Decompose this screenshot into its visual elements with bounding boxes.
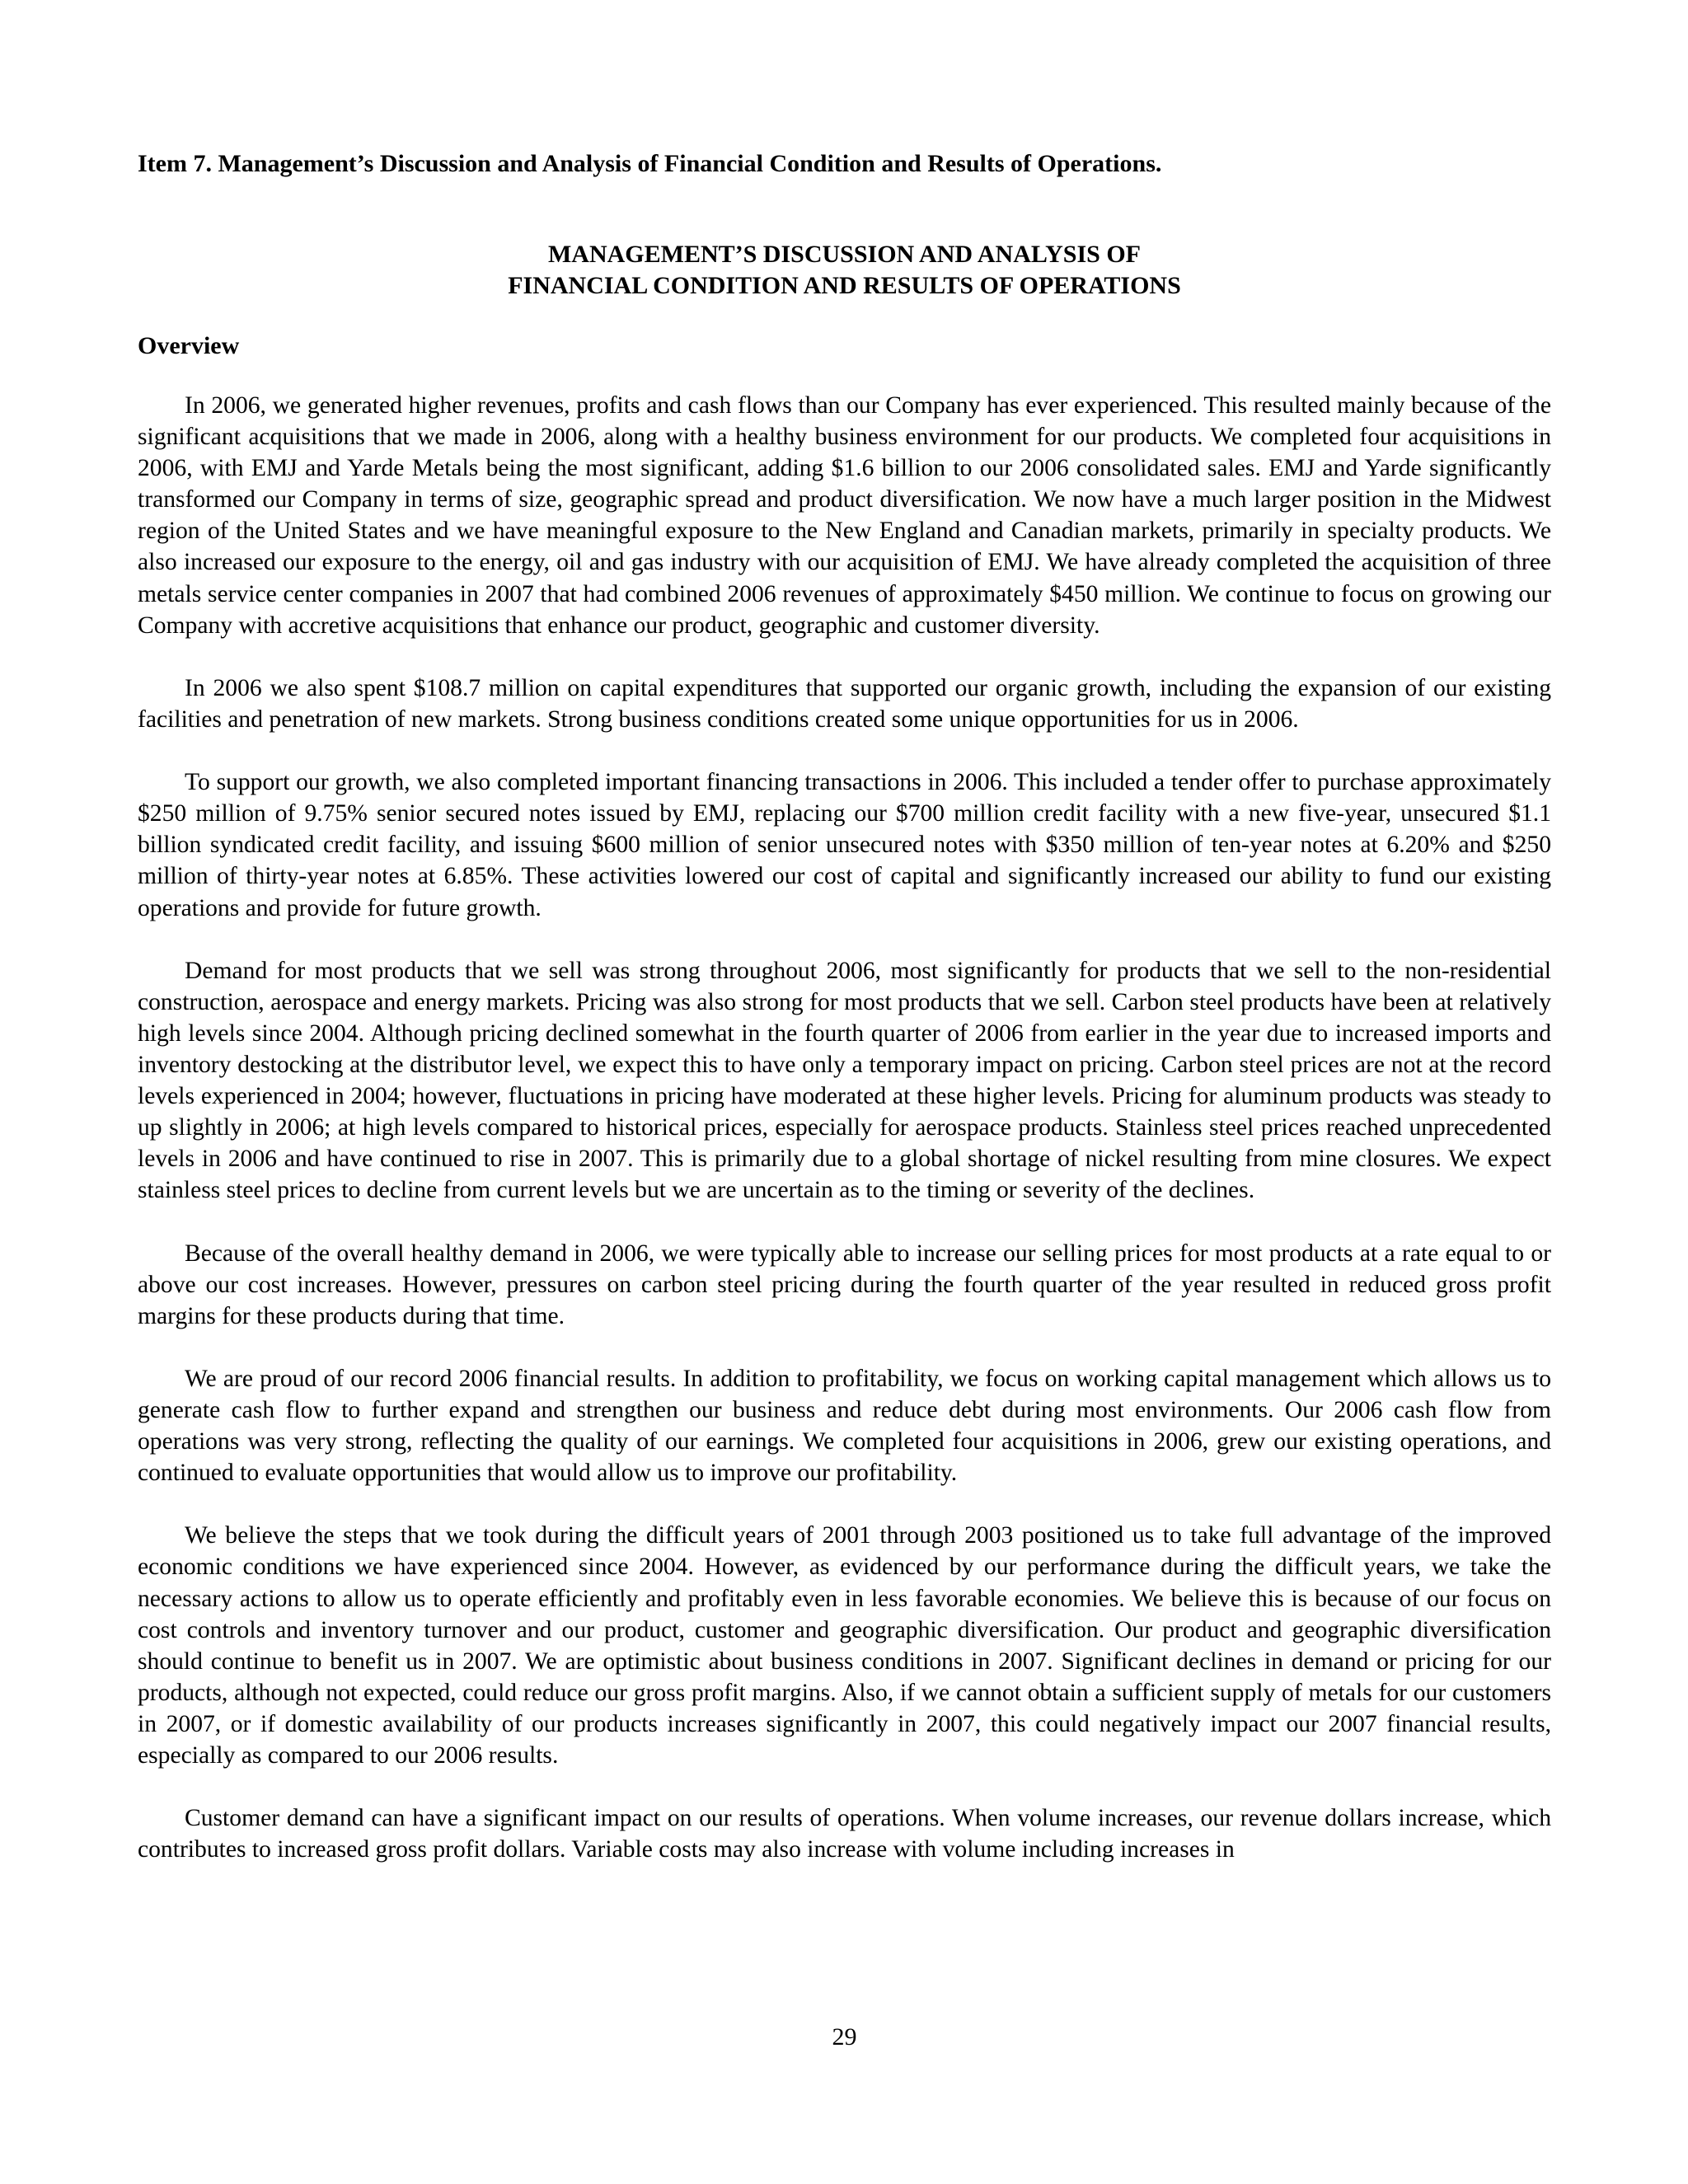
title-line-2: FINANCIAL CONDITION AND RESULTS OF OPERATIONS: [508, 272, 1181, 299]
paragraph-outlook: We believe the steps that we took during the difficult years of 2001 through 2003 positioned us to take full advantage of the improved economic conditions we have experienced since 2004. However, as evidenced by our performance during the difficult years, we take the necessary actions to allow us to operate efficiently and profitably even in less favorable economies. We believe this is because of our focus on cost controls and inventory turnover and our product, customer and geographic diversification. Our product and geographic diversification should continue to benefit us in 2007. We are optimistic about business conditions in 2007. Significant declines in demand or pricing for our products, although not expected, could reduce our gross profit margins. Also, if we cannot obtain a sufficient supply of metals for our customers in 2007, or if domestic availability of our products increases significantly in 2007, this could negatively impact our 2007 financial results, especially as compared to our 2006 results.: [138, 1522, 1551, 1769]
paragraph-selling-prices: Because of the overall healthy demand in 2006, we were typically able to increase our selling prices for most products at a rate equal to or above our cost increases. However, pressures on carbon steel pricing during the fourth quarter of the year resulted in reduced gross profit margins for these products during that time.: [138, 1240, 1551, 1329]
title-line-1: MANAGEMENT’S DISCUSSION AND ANALYSIS OF: [547, 241, 1142, 268]
paragraph-acquisitions: In 2006, we generated higher revenues, profits and cash flows than our Company has ever experienced. This resulted mainly because of the significant acquisitions that we made in 2006, along with a healthy business environment for our products. We completed four acquisitions in 2006, with EMJ and Yarde Metals being the most significant, adding $1.6 billion to our 2006 consolidated sales. EMJ and Yarde significantly transformed our Company in terms of size, geographic spread and product diversification. We now have a much larger position in the Midwest region of the United States and we have meaningful exposure to the New England and Canadian markets, primarily in specialty products. We also increased our exposure to the energy, oil and gas industry with our acquisition of EMJ. We have already completed the acquisition of three metals service center companies in 2007 that had combined 2006 revenues of approximately $450 million. We continue to focus on growing our Company with accretive acquisitions that enhance our product, geographic and customer diversity.: [138, 392, 1551, 639]
document-title: [138, 239, 1551, 302]
section-heading-overview: Overview: [138, 332, 240, 359]
paragraph-demand-pricing: Demand for most products that we sell was strong throughout 2006, most significantly for products that we sell to the non-residential construction, aerospace and energy markets. Pricing was also strong for most products that we sell. Carbon steel products have been at relatively high levels since 2004. Although pricing declined somewhat in the fourth quarter of 2006 from earlier in the year due to increased imports and inventory destocking at the distributor level, we expect this to have only a temporary impact on pricing. Carbon steel prices are not at the record levels experienced in 2004; however, fluctuations in pricing have moderated at these higher levels. Pricing for aluminum products was steady to up slightly in 2006; at high levels compared to historical prices, especially for aerospace products. Stainless steel prices reached unprecedented levels in 2006 and have continued to rise in 2007. This is primarily due to a global shortage of nickel resulting from mine closures. We expect stainless steel prices to decline from current levels but we are uncertain as to the timing or severity of the declines.: [138, 957, 1551, 1204]
paragraph-capital-expenditures: In 2006 we also spent $108.7 million on capital expenditures that supported our organic growth, including the expansion of our existing facilities and penetration of new markets. Strong business conditions created some unique opportunities for us in 2006.: [138, 674, 1551, 733]
paragraph-financial-results: We are proud of our record 2006 financial results. In addition to profitability, we focus on working capital management which allows us to generate cash flow to further expand and strengthen our business and reduce debt during most environments. Our 2006 cash flow from operations was very strong, reflecting the quality of our earnings. We completed four acquisitions in 2006, grew our existing operations, and continued to evaluate opportunities that would allow us to improve our profitability.: [138, 1365, 1551, 1487]
item-heading: Item 7. Management’s Discussion and Analysis of Financial Condition and Results of Operations.: [138, 150, 1162, 177]
body-text: [138, 390, 1551, 1865]
paragraph-customer-demand: Customer demand can have a significant impact on our results of operations. When volume increases, our revenue dollars increase, which contributes to increased gross profit dollars. Variable costs may also increase with volume including increases in: [138, 1805, 1551, 1863]
document-page: [138, 0, 1551, 2184]
page-number: 29: [832, 2023, 857, 2050]
paragraph-financing: To support our growth, we also completed important financing transactions in 2006. This included a tender offer to purchase approximately $250 million of 9.75% senior secured notes issued by EMJ, replacing our $700 million credit facility with a new five-year, unsecured $1.1 billion syndicated credit facility, and issuing $600 million of senior unsecured notes with $350 million of ten-year notes at 6.20% and $250 million of thirty-year notes at 6.85%. These activities lowered our cost of capital and significantly increased our ability to fund our existing operations and provide for future growth.: [138, 769, 1551, 921]
